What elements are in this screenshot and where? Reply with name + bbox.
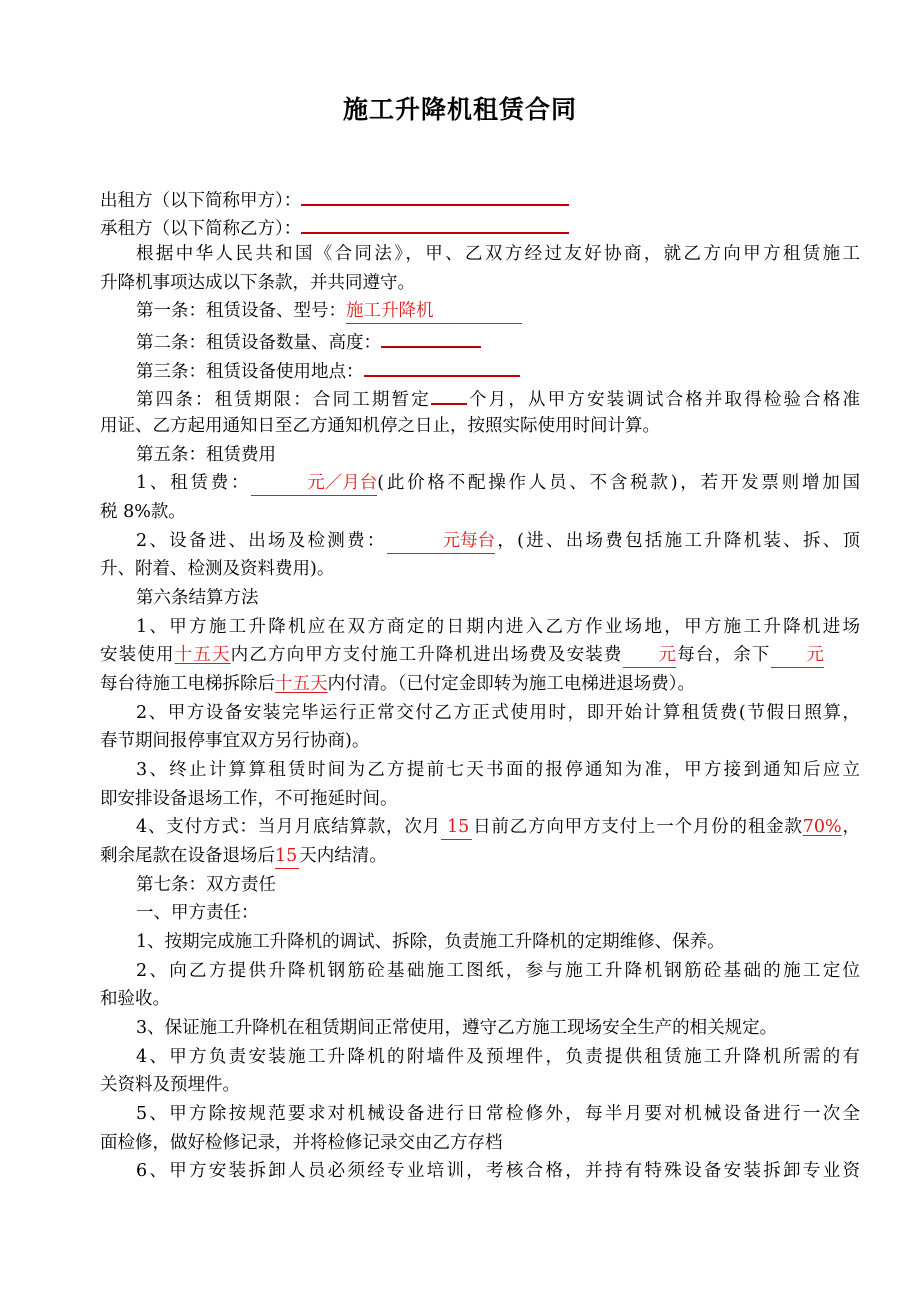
article-1-value[interactable]: 施工升降机 [346, 299, 522, 324]
party-a-item-4-line-2: 关资料及预埋件。 [100, 1075, 240, 1095]
intro-line-2: 升降机事项达成以下条款，并共同遵守。 [100, 273, 415, 293]
text: 内乙方向甲方支付施工升降机进出场费及安装费 [230, 645, 623, 665]
party-a-item-4-line-1: 4、甲方负责安装施工升降机的附墙件及预埋件，负责提供租赁施工升降机所需的有 [136, 1047, 860, 1067]
text: 安装使用 [100, 645, 175, 665]
entry-fee-value[interactable]: 元每台 [387, 529, 496, 554]
article-2 [100, 328, 860, 355]
lessee-line [100, 214, 824, 241]
install-fee-value[interactable]: 元 [623, 643, 677, 668]
article-6-4-line-2 [100, 844, 824, 869]
party-a-item-3: 3、保证施工升降机在租赁期间正常使用，遵守乙方施工现场安全生产的相关规定。 [136, 1018, 778, 1038]
article-6-3-line-1: 3、终止计算算租赁时间为乙方提前七天书面的报停通知为准，甲方接到通知后应立 [136, 760, 860, 780]
lessee-label: 承租方（以下简称乙方）： [100, 219, 302, 239]
lessee-blank[interactable] [301, 214, 569, 234]
article-2-label: 第二条：租赁设备数量、高度： [136, 333, 381, 353]
remaining-fee-value[interactable]: 元 [771, 643, 825, 668]
article-1-label: 第一条：租赁设备、型号： [136, 301, 346, 321]
article-1 [100, 299, 860, 324]
article-5-1-line-1 [100, 471, 860, 496]
article-3-label: 第三条：租赁设备使用地点： [136, 362, 364, 382]
text: 内付清。（已付定金即转为施工电梯进退场费）。 [327, 674, 695, 694]
rent-note: (此价格不配操作人员、不含税款)，若开发票则增加国 [377, 473, 860, 493]
party-a-item-2-line-1: 2、向乙方提供升降机钢筋砼基础施工图纸，参与施工升降机钢筋砼基础的施工定位 [136, 961, 860, 981]
article-4-text-b: 个月，从甲方安装调试合格并取得检验合格准 [466, 390, 861, 410]
payment-day-value[interactable]: 15 [441, 815, 472, 840]
party-a-heading: 一、甲方责任： [136, 903, 259, 923]
article-6-1-line-2 [100, 643, 824, 668]
article-6-4-line-1 [100, 815, 860, 840]
article-6: 第六条结算方法 [136, 588, 259, 608]
party-a-item-5-line-1: 5、甲方除按规范要求对机械设备进行日常检修外，每半月要对机械设备进行一次全 [136, 1104, 860, 1124]
article-3-blank[interactable] [364, 357, 520, 377]
entry-fee-label: 2、设备进、出场及检测费： [136, 531, 387, 551]
balance-day-value[interactable]: 15 [275, 844, 299, 869]
article-4-line-2: 用证、乙方起用通知日至乙方通知机停之日止，按照实际使用时间计算。 [100, 416, 660, 436]
text: 每台，余下 [676, 645, 771, 665]
lessor-blank[interactable] [301, 186, 569, 206]
party-a-item-6-line-1: 6、甲方安装拆卸人员必须经专业培训，考核合格，并持有特殊设备安装拆卸专业资 [136, 1161, 860, 1181]
text: ， [841, 817, 861, 837]
lessor-line [100, 186, 824, 213]
entry-fee-note: ，(进、出场费包括施工升降机装、拆、顶 [495, 531, 861, 551]
article-6-3-line-2: 即安排设备退场工作，不可拖延时间。 [100, 789, 398, 809]
article-4-text-a: 第四条：租赁期限：合同工期暂定 [136, 390, 431, 410]
article-6-2-line-1: 2、甲方设备安装完毕运行正常交付乙方正式使用时，即开始计算租赁费(节假日照算， [136, 703, 860, 723]
article-4-months-blank[interactable] [431, 385, 467, 405]
party-a-item-5-line-2: 面检修，做好检修记录，并将检修记录交由乙方存档 [100, 1133, 503, 1153]
article-6-1-line-1: 1、甲方施工升降机应在双方商定的日期内进入乙方作业场地，甲方施工升降机进场 [136, 617, 860, 637]
days-value[interactable]: 十五天 [174, 645, 231, 665]
article-6-2-line-2: 春节期间报停事宜双方另行协商)。 [100, 731, 370, 751]
rent-label: 1、租赁费： [136, 473, 252, 493]
article-5-2-line-2: 升、附着、检测及资料费用)。 [100, 559, 335, 579]
article-5-1-line-2: 税 8%款。 [100, 502, 186, 522]
article-5: 第五条：租赁费用 [136, 445, 276, 465]
article-7: 第七条：双方责任 [136, 875, 276, 895]
intro-line-1: 根据中华人民共和国《合同法》，甲、乙双方经过友好协商，就乙方向甲方租赁施工 [136, 244, 860, 264]
document-title: 施工升降机租赁合同 [342, 95, 577, 124]
article-6-1-line-3 [100, 672, 824, 696]
article-4-line-1 [100, 385, 860, 412]
lessor-label: 出租方（以下简称甲方）： [100, 191, 302, 211]
text: 日前乙方向甲方支付上一个月份的租金款 [472, 817, 803, 837]
text: 每台待施工电梯拆除后 [100, 674, 275, 694]
rent-value[interactable]: 元／月台 [251, 471, 377, 496]
article-2-blank[interactable] [381, 328, 481, 348]
text: 4、支付方式：当月月底结算款，次月 [136, 817, 441, 837]
payment-percent-value[interactable]: 70% [802, 817, 842, 837]
text: 剩余尾款在设备退场后 [100, 846, 275, 866]
days-value-2[interactable]: 十五天 [275, 674, 328, 694]
article-5-2-line-1 [100, 529, 860, 554]
text: 天内结清。 [299, 846, 387, 866]
party-a-item-1: 1、按期完成施工升降机的调试、拆除，负责施工升降机的定期维修、保养。 [136, 932, 725, 952]
article-3 [100, 357, 860, 384]
party-a-item-2-line-2: 和验收。 [100, 989, 170, 1009]
